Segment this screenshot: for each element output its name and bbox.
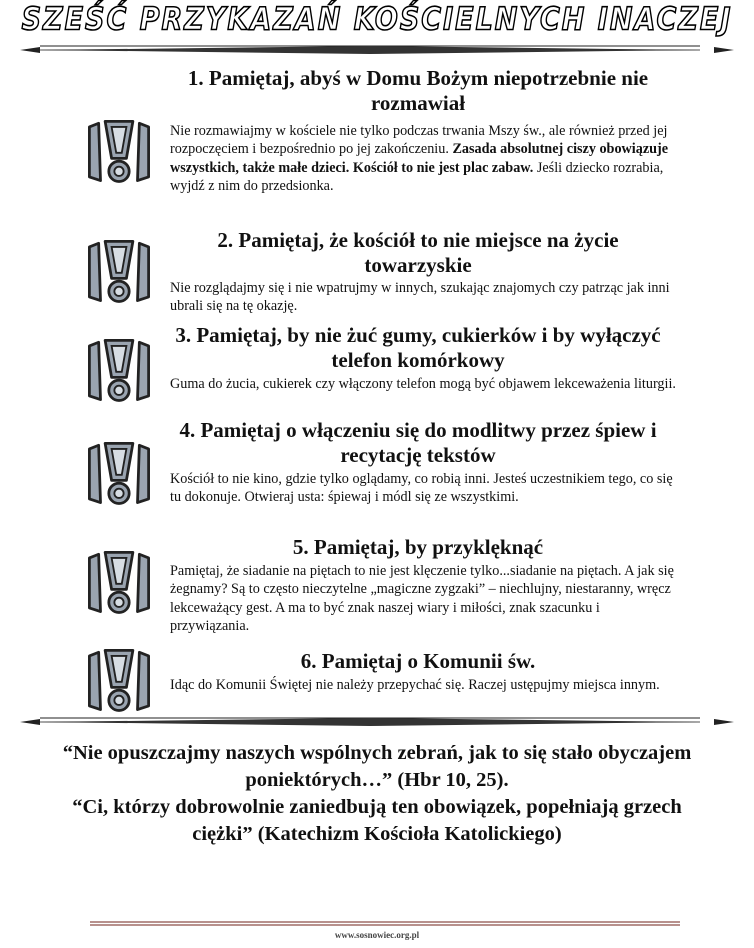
- footer-url: www.sosnowiec.org.pl: [334, 930, 420, 940]
- exclamation-warning-icon: [82, 234, 156, 308]
- exclamation-warning-icon: [82, 643, 156, 717]
- footer-divider: [90, 921, 680, 926]
- commandment-4-text: Kościół to nie kino, gdzie tylko oglądamy, co robią inni. Jesteś uczestnikiem tego, co się tu dokonuje. Otwieraj usta: śpiewaj i módl się ze wszystkimi.: [170, 471, 673, 506]
- commandment-6-heading: 6. Pamiętaj o Komunii św.: [300, 649, 536, 673]
- commandment-5-text: Pamiętaj, że siadanie na piętach to nie jest klęczenie tylko...siadanie na piętach. A jak się żegnamy? Są to często nieczytelne „magiczne zygzaki” – niechlujny, niestaranny, wręcz lekceważący gest. A ma to być znak naszej wiary i miłości, znak szacunku i przywiązania.: [170, 563, 674, 635]
- commandment-2-text: Nie rozglądajmy się i nie wpatrujmy w innych, szukając znajomych czy patrząc jak inni ubrali się na tę okazję.: [170, 280, 670, 315]
- top-ornamental-divider: [0, 42, 754, 58]
- closing-quote: [60, 740, 694, 848]
- commandment-2-heading: 2. Pamiętaj, że kościół to nie miejsce na życie towarzyskie: [217, 228, 619, 277]
- commandment-3-heading: 3. Pamiętaj, by nie żuć gumy, cukierków i by wyłączyć telefon komórkowy: [175, 323, 661, 372]
- commandment-4-heading: 4. Pamiętaj o włączeniu się do modlitwy przez śpiew i recytację tekstów: [179, 418, 657, 467]
- commandment-5-heading: 5. Pamiętaj, by przyklęknąć: [292, 535, 544, 559]
- commandment-1-heading: 1. Pamiętaj, abyś w Domu Bożym niepotrzebnie nie rozmawiał: [187, 66, 649, 115]
- page-title: SZEŚĆ PRZYKAZAŃ KOŚCIELNYCH INACZEJ: [21, 1, 733, 38]
- quote-line-1: “Nie opuszczajmy naszych wspólnych zebrań, jak to się stało obyczajem poniektórych…” (Hbr 10, 25).: [62, 742, 692, 791]
- exclamation-warning-icon: [82, 333, 156, 407]
- middle-ornamental-divider: [0, 714, 754, 730]
- exclamation-warning-icon: [82, 114, 156, 188]
- commandment-3-text: Guma do żucia, cukierek czy włączony telefon mogą być objawem lekceważenia liturgii.: [170, 376, 676, 392]
- exclamation-warning-icon: [82, 436, 156, 510]
- exclamation-warning-icon: [82, 545, 156, 619]
- commandment-1-text: Nie rozmawiajmy w kościele nie tylko podczas trwania Mszy św., ale również przed jej rozpoczęciem i bezpośrednio po jej zakończeniu. Zasada absolutnej ciszy obowiązuje wszystkich, także małe dzieci. Kościół to nie jest plac zabaw. Jeśli dziecko rozrabia, wyjdź z nim do przedsionka.: [170, 123, 669, 195]
- quote-line-2: “Ci, którzy dobrowolnie zaniedbują ten obowiązek, popełniają grzech ciężki” (Katechizm Kościoła Katolickiego): [72, 796, 682, 845]
- commandment-6-text: Idąc do Komunii Świętej nie należy przepychać się. Raczej ustępujmy miejsca innym.: [170, 677, 660, 693]
